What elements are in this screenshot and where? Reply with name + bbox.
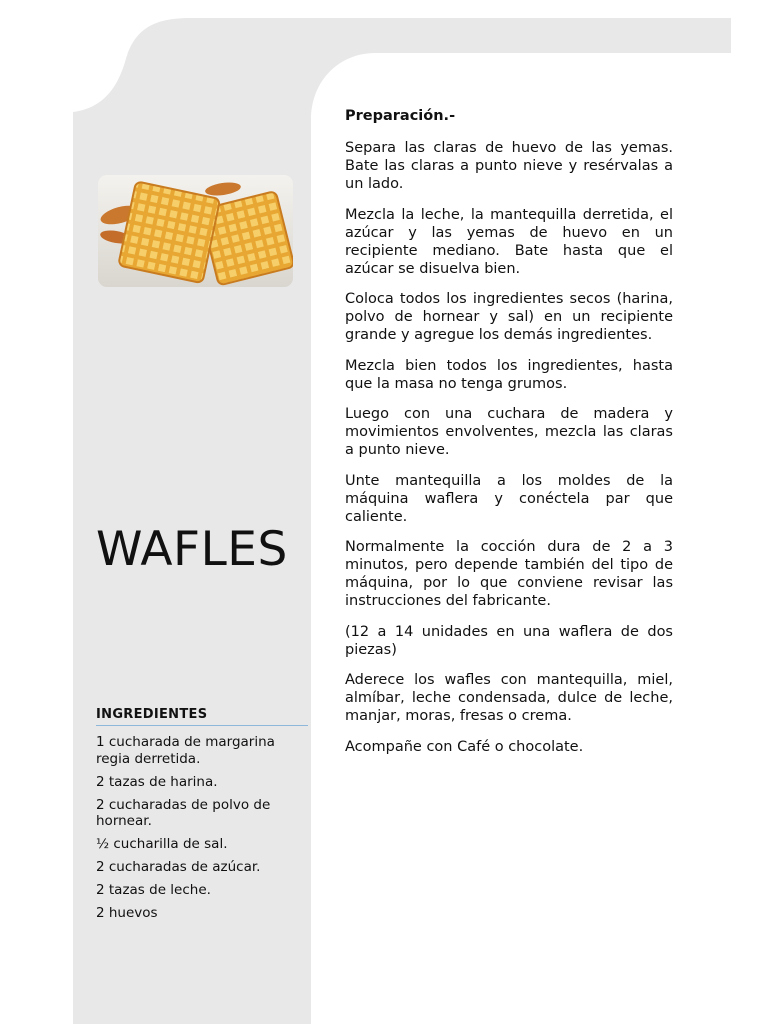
ingredient-item: 2 huevos <box>96 905 158 921</box>
preparation-step: Mezcla bien todos los ingredientes, hasta que la masa no tenga grumos. <box>345 357 673 392</box>
preparation-step: Aderece los wafles con mantequilla, miel, almíbar, leche condensada, dulce de leche, manjar, moras, fresas o crema. <box>345 672 673 724</box>
preparation-heading: Preparación.- <box>345 108 456 124</box>
ingredient-item: 2 cucharadas de azúcar. <box>96 859 261 875</box>
preparation-step: Coloca todos los ingredientes secos (harina, polvo de hornear y sal) en un recipiente grande y agregue los demás ingredientes. <box>345 291 673 343</box>
preparation-step: Separa las claras de huevo de las yemas. Bate las claras a punto nieve y resérvalas a un lado. <box>345 140 673 192</box>
preparation-step: Normalmente la cocción dura de 2 a 3 minutos, pero depende también del tipo de máquina, por lo que conviene revisar las instrucciones del fabricante. <box>345 539 673 609</box>
waffles-photo <box>98 175 293 287</box>
ingredient-item: ½ cucharilla de sal. <box>96 836 228 852</box>
recipe-title: WAFLES <box>96 522 288 577</box>
ingredients-list <box>96 734 308 922</box>
preparation-step: Luego con una cuchara de madera y movimientos envolventes, mezcla las claras a punto nieve. <box>345 406 673 458</box>
preparation-step: Unte mantequilla a los moldes de la máquina waflera y conéctela par que caliente. <box>345 472 673 525</box>
preparation-step: Mezcla la leche, la mantequilla derretida, el azúcar y las yemas de huevo en un recipiente mediano. Bate hasta que el azúcar se disuelva bien. <box>345 206 673 277</box>
preparation-step: (12 a 14 unidades en una waflera de dos piezas) <box>345 623 673 658</box>
ingredient-item: 2 tazas de leche. <box>96 882 211 898</box>
ingredient-item: 1 cucharada de margarina regia derretida. <box>96 734 275 767</box>
ingredients-section <box>96 706 308 922</box>
ingredients-heading: INGREDIENTES <box>96 706 308 726</box>
preparation-step: Acompañe con Café o chocolate. <box>345 738 584 755</box>
ingredient-item: 2 cucharadas de polvo de hornear. <box>96 796 271 829</box>
preparation-section <box>345 106 673 768</box>
ingredient-item: 2 tazas de harina. <box>96 773 218 790</box>
